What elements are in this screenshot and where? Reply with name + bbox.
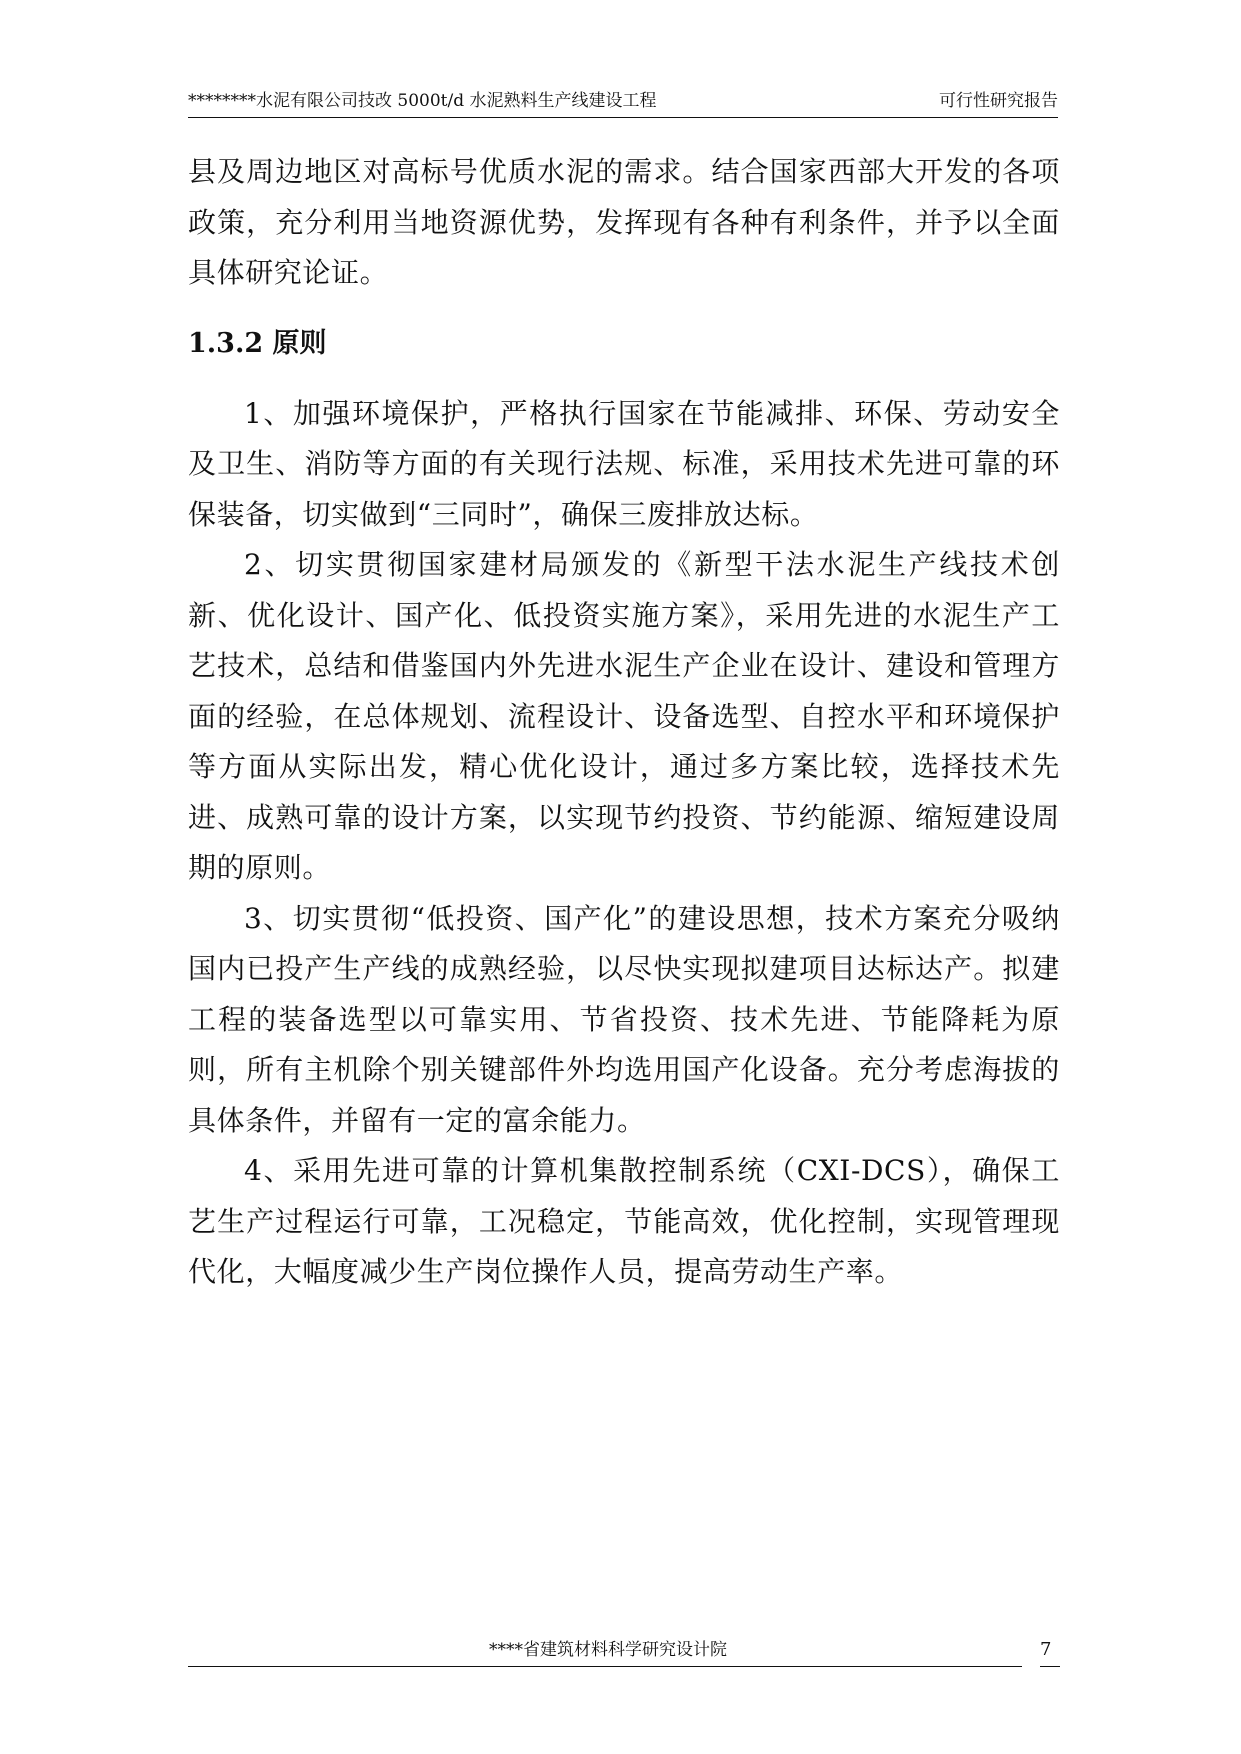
header-report-type: 可行性研究报告 xyxy=(939,91,1058,111)
footer-divider xyxy=(188,1666,1022,1667)
page-header xyxy=(188,86,1058,116)
document-body xyxy=(188,147,1060,1298)
page-number-underline xyxy=(1040,1666,1060,1667)
page-footer xyxy=(188,1637,1052,1663)
header-divider xyxy=(188,117,1058,118)
principle-item-2: 2、切实贯彻国家建材局颁发的《新型干法水泥生产线技术创新、优化设计、国产化、低投资实施方案》，采用先进的水泥生产工艺技术，总结和借鉴国内外先进水泥生产企业在设计、建设和管理方面的经验，在总体规划、流程设计、设备选型、自控水平和环境保护等方面从实际出发，精心优化设计，通过多方案比较，选择技术先进、成熟可靠的设计方案，以实现节约投资、节约能源、缩短建设周期的原则。 xyxy=(188,548,1060,884)
intro-paragraph: 县及周边地区对高标号优质水泥的需求。结合国家西部大开发的各项政策，充分利用当地资源优势，发挥现有各种有利条件，并予以全面具体研究论证。 xyxy=(188,155,1060,289)
section-heading: 1.3.2 原则 xyxy=(188,327,327,359)
principle-item-3: 3、切实贯彻“低投资、国产化”的建设思想，技术方案充分吸纳国内已投产生产线的成熟经验，以尽快实现拟建项目达标达产。拟建工程的装备选型以可靠实用、节省投资、技术先进、节能降耗为原则，所有主机除个别关键部件外均选用国产化设备。充分考虑海拔的具体条件，并留有一定的富余能力。 xyxy=(188,901,1060,1137)
page-number: 7 xyxy=(1040,1639,1052,1660)
footer-institute: ****省建筑材料科学研究设计院 xyxy=(489,1640,727,1660)
principle-item-1: 1、加强环境保护，严格执行国家在节能减排、环保、劳动安全及卫生、消防等方面的有关现行法规、标准，采用技术先进可靠的环保装备，切实做到“三同时”，确保三废排放达标。 xyxy=(188,396,1060,531)
principle-item-4: 4、采用先进可靠的计算机集散控制系统（CXI-DCS），确保工艺生产过程运行可靠，工况稳定，节能高效，优化控制，实现管理现代化，大幅度减少生产岗位操作人员，提高劳动生产率。 xyxy=(188,1154,1060,1288)
header-project-title: ********水泥有限公司技改 5000t/d 水泥熟料生产线建设工程 xyxy=(188,91,657,111)
